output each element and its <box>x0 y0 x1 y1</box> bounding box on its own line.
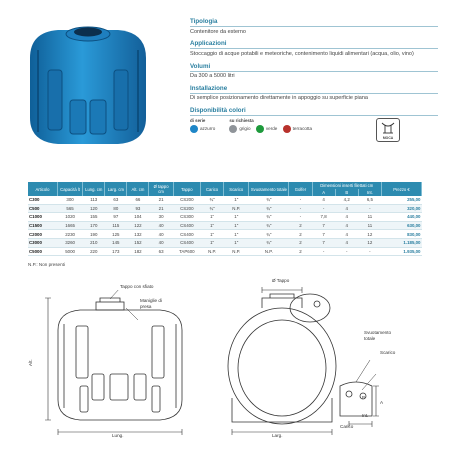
table-cell: 80 <box>105 204 127 213</box>
table-cell: 6,5 <box>358 196 381 204</box>
table-cell: 145 <box>105 238 127 247</box>
table-cell: 182 <box>127 247 149 256</box>
th-scarico: Scarico <box>224 182 249 196</box>
table-cell: 4 <box>335 221 358 230</box>
side-view-drawing <box>30 290 210 440</box>
table-cell: - <box>289 196 312 204</box>
cell-articolo: C500 <box>28 204 57 213</box>
table-cell: 152 <box>127 238 149 247</box>
table-cell: 12 <box>358 230 381 239</box>
tipologia-title: Tipologia <box>190 18 438 27</box>
label-svuotamento-2: totale <box>364 336 376 341</box>
tank-product-image <box>18 20 158 152</box>
table-cell: 1" <box>201 238 224 247</box>
table-cell: 21 <box>149 196 173 204</box>
table-cell: 4 <box>335 213 358 222</box>
th-int: Int. <box>358 189 381 196</box>
table-cell: 1" <box>201 221 224 230</box>
installazione-text: Di semplice posizionamento direttamente in appoggio su superficie piana <box>190 95 368 102</box>
table-cell: - <box>358 204 381 213</box>
cell-prezzo: 1.185,00 <box>381 238 421 247</box>
label-scarico: Scarico <box>380 350 396 355</box>
table-cell: 7 <box>312 238 335 247</box>
table-cell: 2 <box>289 247 312 256</box>
th-svuotamento: Svuotamento totale <box>249 182 289 196</box>
table-cell: 63 <box>149 247 173 256</box>
cell-articolo: C1000 <box>28 213 57 222</box>
table-cell: 104 <box>127 213 149 222</box>
label-b: B <box>362 395 366 400</box>
table-cell: 1" <box>224 238 249 247</box>
label-a: A <box>380 400 384 405</box>
applicazioni-section <box>190 40 438 57</box>
table-cell: CS400 <box>173 230 200 239</box>
table-cell: 93 <box>127 204 149 213</box>
table-cell: 40 <box>149 238 173 247</box>
th-prezzo: Prezzo € <box>381 182 421 196</box>
table-cell: 190 <box>83 230 105 239</box>
table-cell: 63 <box>105 196 127 204</box>
th-tappo: Tappo <box>173 182 200 196</box>
table-cell: 1" <box>224 196 249 204</box>
table-cell: 1" <box>201 213 224 222</box>
table-cell: ¾" <box>249 221 289 230</box>
th-tappo-dia: Ø tappo cm <box>149 182 173 196</box>
table-cell: 66 <box>127 196 149 204</box>
th-larg: Larg. cm <box>105 182 127 196</box>
table-cell: CS200 <box>173 196 200 204</box>
table-cell: CS200 <box>173 204 200 213</box>
cell-prezzo: 630,00 <box>381 221 421 230</box>
table-cell: CS400 <box>173 238 200 247</box>
table-cell: 7,8 <box>312 213 335 222</box>
table-cell: 132 <box>127 230 149 239</box>
color-dot-icon <box>283 125 291 133</box>
th-alt: Alt. cm <box>127 182 149 196</box>
table-cell: N.P. <box>249 247 289 256</box>
color-dot-icon <box>190 125 198 133</box>
cell-articolo: C2000 <box>28 230 57 239</box>
table-cell: CS300 <box>173 213 200 222</box>
table-cell: - <box>289 213 312 222</box>
table-cell: ¾" <box>249 213 289 222</box>
table-cell: 170 <box>83 221 105 230</box>
su-richiesta-group <box>229 118 316 134</box>
color-swatch-azzurro <box>190 125 215 133</box>
installazione-title: Installazione <box>190 85 438 94</box>
th-carico: Carico <box>201 182 224 196</box>
table-cell: 2 <box>289 221 312 230</box>
table-row <box>28 247 422 256</box>
table-row <box>28 238 422 247</box>
color-label: azzurro <box>200 126 216 132</box>
color-swatch-verde <box>256 125 278 133</box>
applicazioni-text: Stoccaggio di acque potabili e meteoriche, contenimento liquidi alimentari (acqua, olio, vino) <box>190 50 414 57</box>
table-cell: ¾" <box>201 204 224 213</box>
product-info <box>190 18 438 147</box>
table-cell: N.P. <box>201 247 224 256</box>
label-int: Int. <box>362 413 369 418</box>
moca-label: MOCA <box>382 135 394 140</box>
cell-prezzo: 255,00 <box>381 196 421 204</box>
label-tappo-con-sfiato: Tappo con sfiato <box>120 284 154 289</box>
specs-table <box>28 182 422 256</box>
table-cell: ¾" <box>249 238 289 247</box>
table-cell: 210 <box>83 238 105 247</box>
cell-articolo: C300 <box>28 196 57 204</box>
table-row <box>28 204 422 213</box>
th-articolo: Articolo <box>28 182 57 196</box>
table-cell: 115 <box>105 221 127 230</box>
tipologia-section <box>190 18 438 35</box>
table-cell: - <box>312 204 335 213</box>
table-note: N.P.: Non presenti <box>28 262 65 267</box>
cell-articolo: C5000 <box>28 247 57 256</box>
table-cell: 11 <box>358 221 381 230</box>
front-view-drawing <box>210 286 410 440</box>
table-cell: 4 <box>312 196 335 204</box>
table-cell: 220 <box>83 247 105 256</box>
table-cell: 12 <box>358 238 381 247</box>
table-cell: ¾" <box>249 196 289 204</box>
table-cell: TAP600 <box>173 247 200 256</box>
table-cell: ¾" <box>201 196 224 204</box>
di-serie-label: di serie <box>190 117 206 123</box>
label-svuotamento-1: Svuotamento <box>364 330 392 335</box>
volumi-section <box>190 63 438 80</box>
table-cell: 5000 <box>57 247 82 256</box>
color-dot-icon <box>229 125 237 133</box>
table-cell: 2230 <box>57 230 82 239</box>
color-swatch-terracotta <box>283 125 312 133</box>
cell-prezzo: 440,00 <box>381 213 421 222</box>
table-cell: - <box>289 204 312 213</box>
cell-articolo: C3000 <box>28 238 57 247</box>
table-cell: 40 <box>149 221 173 230</box>
table-cell: 1" <box>201 230 224 239</box>
volumi-text: Da 300 a 5000 litri <box>190 73 235 80</box>
th-a: A <box>312 189 335 196</box>
table-row <box>28 213 422 222</box>
food-contact-icon <box>377 120 399 136</box>
th-b: B <box>335 189 358 196</box>
table-cell: 4 <box>335 230 358 239</box>
di-serie-group <box>190 118 219 134</box>
table-cell: 1665 <box>57 221 82 230</box>
cell-prezzo: 1.935,00 <box>381 247 421 256</box>
th-lung: Lung. cm <box>83 182 105 196</box>
table-row <box>28 230 422 239</box>
table-cell: 113 <box>83 196 105 204</box>
label-carico: Carico <box>340 424 354 429</box>
table-cell: 300 <box>57 196 82 204</box>
table-cell: 11 <box>358 213 381 222</box>
table-cell: 120 <box>83 204 105 213</box>
label-tappo-dia: Ø Tappo <box>272 278 290 283</box>
label-lung: Lung. <box>112 433 124 438</box>
label-alt: Alt. <box>28 359 33 366</box>
table-cell: 97 <box>105 213 127 222</box>
label-maniglie-2: presa <box>140 304 152 309</box>
specs-table-body <box>28 196 422 256</box>
table-cell: 2 <box>289 230 312 239</box>
table-cell: 4 <box>335 204 358 213</box>
table-cell: 4,2 <box>335 196 358 204</box>
colors-row <box>190 118 438 142</box>
table-cell: 155 <box>83 213 105 222</box>
label-maniglie-1: Maniglie di <box>140 298 162 303</box>
table-cell: 1" <box>224 230 249 239</box>
color-label: grigio <box>239 126 251 132</box>
table-cell: 1" <box>224 213 249 222</box>
colori-section <box>190 107 438 142</box>
table-cell: 2 <box>289 238 312 247</box>
table-cell: 30 <box>149 213 173 222</box>
table-cell: CS400 <box>173 221 200 230</box>
table-cell: N.P. <box>224 204 249 213</box>
table-cell: 1020 <box>57 213 82 222</box>
table-cell: ¾" <box>249 230 289 239</box>
table-cell: 40 <box>149 230 173 239</box>
tipologia-text: Contenitore da esterno <box>190 28 246 35</box>
table-cell: 21 <box>149 204 173 213</box>
th-capacita: Capacità lt <box>57 182 82 196</box>
color-dot-icon <box>256 125 264 133</box>
table-cell: 4 <box>335 238 358 247</box>
table-cell: 3260 <box>57 238 82 247</box>
table-cell: - <box>335 247 358 256</box>
table-cell: 125 <box>105 230 127 239</box>
table-cell: - <box>358 247 381 256</box>
table-row <box>28 221 422 230</box>
moca-badge <box>376 118 400 142</box>
label-larg: Larg. <box>272 433 283 438</box>
table-cell: 7 <box>312 221 335 230</box>
table-cell: 1" <box>224 221 249 230</box>
color-label: verde <box>265 126 278 132</box>
table-cell: 173 <box>105 247 127 256</box>
volumi-title: Volumi <box>190 63 438 72</box>
table-cell: 7 <box>312 230 335 239</box>
installazione-section <box>190 85 438 102</box>
table-cell: 122 <box>127 221 149 230</box>
cell-prezzo: 320,00 <box>381 204 421 213</box>
table-row <box>28 196 422 204</box>
th-golfer: Golfer <box>289 182 312 196</box>
th-inserti: Dimensioni inserti filettati cm <box>312 182 381 189</box>
table-cell: 565 <box>57 204 82 213</box>
color-label: terracotta <box>292 126 313 132</box>
colori-title: Disponibilità colori <box>190 107 438 116</box>
table-cell: ¾" <box>249 204 289 213</box>
su-richiesta-label: su richiesta <box>229 117 254 123</box>
cell-prezzo: 830,00 <box>381 230 421 239</box>
color-swatch-grigio <box>229 125 250 133</box>
cell-articolo: C1500 <box>28 221 57 230</box>
table-cell: - <box>312 247 335 256</box>
table-cell: N.P. <box>224 247 249 256</box>
applicazioni-title: Applicazioni <box>190 40 438 49</box>
